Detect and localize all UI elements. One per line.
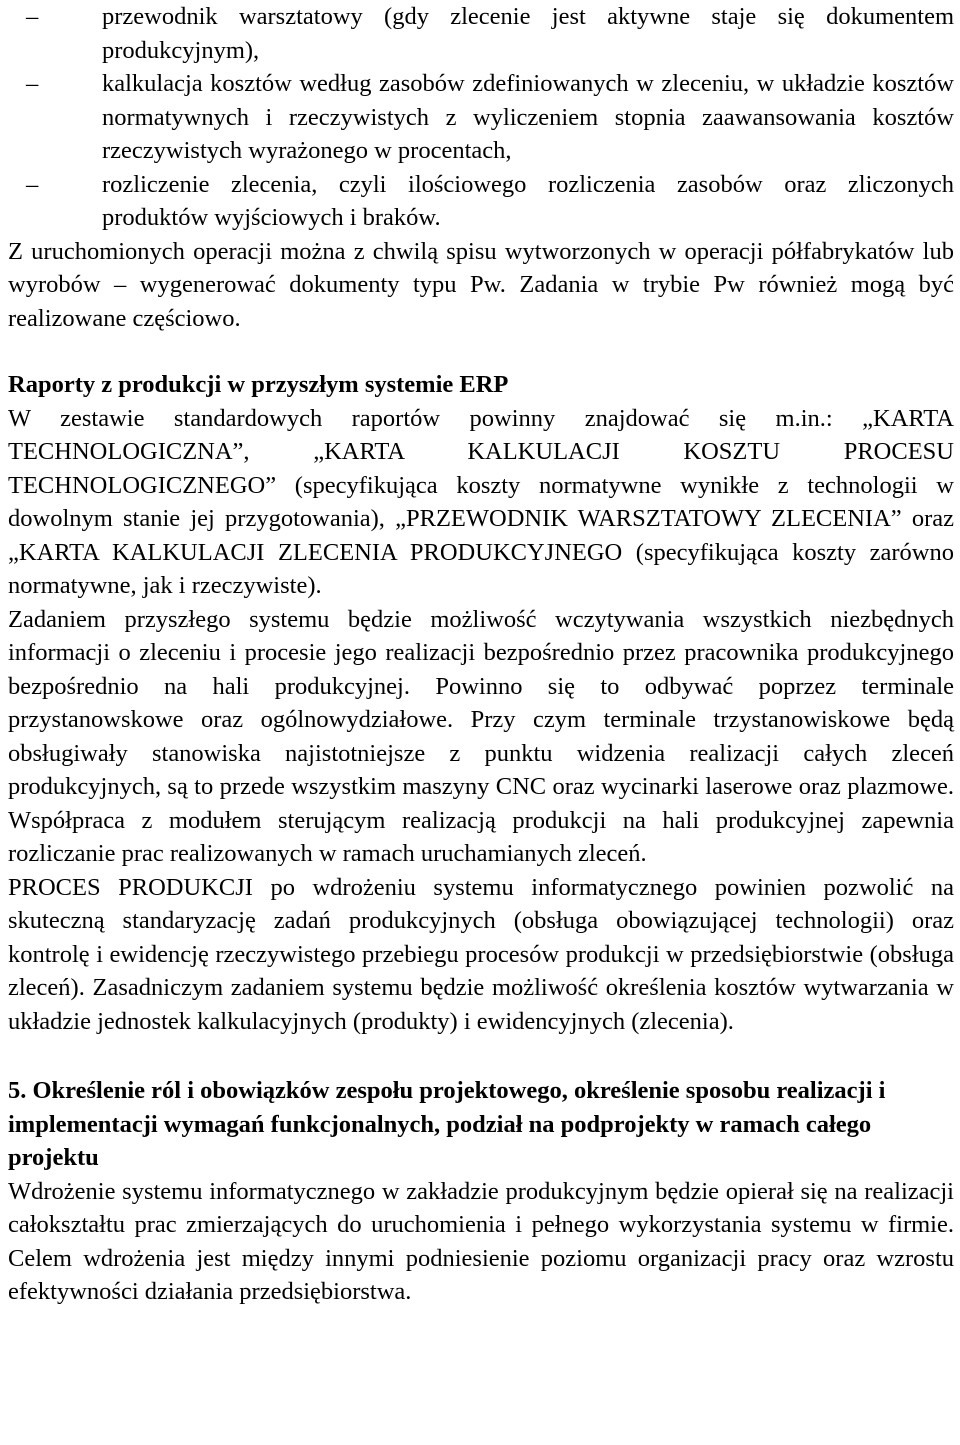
list-item-text: rozliczenie zlecenia, czyli ilościowego rozliczenia zasobów oraz zliczonych produktów wyjściowych i braków. (102, 170, 954, 231)
list-item-text: kalkulacja kosztów według zasobów zdefiniowanych w zleceniu, w układzie kosztów normatywnych i rzeczywistych z wyliczeniem stopnia zaawansowania kosztów rzeczywistych wyrażonego w procentach, (102, 70, 954, 164)
list-marker: – (26, 170, 39, 198)
list-item-text: przewodnik warsztatowy (gdy zlecenie jest aktywne staje się dokumentem produkcyjnym), (102, 3, 954, 64)
paragraph-pw: Z uruchomionych operacji można z chwilą spisu wytworzonych w operacji półfabrykatów lub wyrobów – wygenerować dokumenty typu Pw. Zadania w trybie Pw również mogą być realizowane częściowo. (8, 237, 954, 332)
paragraph-task: Zadaniem przyszłego systemu będzie możliwość wczytywania wszystkich niezbędnych informacji o zleceniu i procesie jego realizacji bezpośrednio przez pracownika produkcyjnego bezpośrednio na hali produkcyjnej. Powinno się to odbywać poprzez terminale przystanowskowe oraz ogólnowydziałowe. Przy czym terminale trzystanowiskowe będą obsługiwały stanowiska najistotniejsze z punktu widzenia realizacji całych zleceń produkcyjnych, są to przede wszystkim maszyny CNC oraz wycinarki laserowe oraz plazmowe. Współpraca z modułem sterującym realizacją produkcji na hali produkcyjnej zapewnia rozliczanie prac realizowanych w ramach uruchamianych zleceń. (8, 605, 954, 867)
heading-section-5: 5. Określenie ról i obowiązków zespołu projektowego, określenie sposobu realizacji i implementacji wymagań funkcjonalnych, podział na podprojekty w ramach całego projektu (8, 1077, 886, 1171)
paragraph-reports: W zestawie standardowych raportów powinny znajdować się m.in.: „KARTA TECHNOLOGICZNA”, „KARTA KALKULACJI KOSZTU PROCESU TECHNOLOGICZNEGO” (specyfikująca koszty normatywne wynikłe z technologii w dowolnym stanie jej przygotowania), „PRZEWODNIK WARSZTATOWY ZLECENIA” oraz „KARTA KALKULACJI ZLECENIA PRODUKCYJNEGO (specyfikująca koszty zarówno normatywne, jak i rzeczywiste). (8, 404, 954, 599)
list-marker: – (26, 3, 39, 30)
list-marker: – (26, 70, 39, 97)
paragraph-process: PROCES PRODUKCJI po wdrożeniu systemu informatycznego powinien pozwolić na skuteczną standaryzację zadań produkcyjnych (obsługa obowiązującej technologii) oraz kontrolę i ewidencję rzeczywistego przebiegu procesów produkcji w przedsiębiorstwie (obsługa zleceń). Zasadniczym zadaniem systemu będzie możliwość określenia kosztów wytwarzania w układzie jednostek kalkulacyjnych (produkty) i ewidencyjnych (zlecenia). (8, 873, 954, 1035)
list-item (8, 168, 954, 235)
spacer (8, 1038, 954, 1074)
bullet-list (8, 0, 954, 235)
heading-reports: Raporty z produkcji w przyszłym systemie ERP (8, 371, 509, 398)
list-item (8, 67, 954, 168)
paragraph-section-5: Wdrożenie systemu informatycznego w zakładzie produkcyjnym będzie opierał się na realizacji całokształtu prac zmierzających do uruchomienia i pełnego wykorzystania systemu w firmie. Celem wdrożenia jest między innymi podniesienie poziomu organizacji pracy oraz wzrostu efektywności działania przedsiębiorstwa. (8, 1177, 954, 1305)
document-page (8, 0, 954, 1309)
list-item (8, 0, 954, 67)
spacer (8, 335, 954, 368)
